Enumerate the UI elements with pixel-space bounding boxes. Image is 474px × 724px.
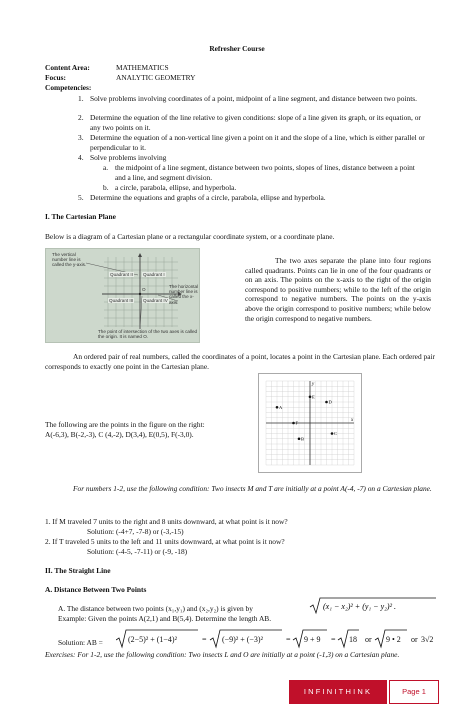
solution-step: 9 + 9 bbox=[304, 635, 321, 644]
footer-brand: INFINITHINK bbox=[289, 680, 387, 704]
point-a bbox=[276, 406, 279, 409]
point-e bbox=[309, 395, 312, 398]
sub-item-text: a circle, parabola, ellipse, and hyperbola. bbox=[115, 183, 237, 192]
point-d bbox=[325, 401, 328, 404]
competency-number: 3. bbox=[78, 133, 84, 142]
condition-text: For numbers 1-2, use the following condition: Two insects M and T are initially at a point A(-4, -7) on a Cartesian plane. bbox=[73, 484, 432, 493]
point-label: F bbox=[295, 420, 299, 426]
competency-number: 5. bbox=[78, 193, 84, 202]
origin-note: The point of intersection of the two axes is called the origin. It is named O. bbox=[98, 329, 198, 340]
points-list: A(-6,3), B(-2,-3), C (4,-2), D(3,4), E(0,5), F(-3,0). bbox=[45, 430, 194, 439]
solution-2: Solution: (-4-5, -7-11) or (-9, -18) bbox=[87, 547, 188, 556]
competency-number: 2. bbox=[78, 113, 84, 122]
point-label: C bbox=[334, 431, 338, 436]
sub-item-letter: b. bbox=[103, 183, 109, 192]
focus-label: Focus: bbox=[45, 73, 66, 82]
page-footer bbox=[289, 680, 439, 704]
points-figure bbox=[258, 373, 362, 473]
distance-formula-text: A. The distance between two points (x₁,y₁) and (x₂,y₂) is given by bbox=[58, 604, 253, 613]
example-text: Example: Given the points A(2,1) and B(5,4). Determine the length AB. bbox=[58, 614, 272, 623]
focus-value: ANALYTIC GEOMETRY bbox=[116, 73, 196, 82]
competency-number: 1. bbox=[78, 94, 84, 103]
quadrant-label: Quadrant III bbox=[109, 298, 134, 303]
point-b bbox=[298, 437, 301, 440]
svg-text:or: or bbox=[365, 635, 372, 644]
question-1: 1. If M traveled 7 units to the right and 8 units downward, at what point is it now? bbox=[45, 517, 288, 526]
x-axis-label: x bbox=[351, 418, 354, 423]
competency-text: Solve problems involving coordinates of a point, midpoint of a line segment, and distance between two points. bbox=[90, 94, 417, 103]
points-intro: The following are the points in the figure on the right: bbox=[45, 420, 205, 429]
solution-1: Solution: (-4+7, -7-8) or (-3,-15) bbox=[87, 527, 184, 536]
competencies-label: Competencies: bbox=[45, 83, 92, 92]
quadrant-label: Quadrant IV bbox=[143, 298, 168, 303]
point-f bbox=[292, 422, 295, 425]
solution-step: 9 • 2 bbox=[386, 635, 401, 644]
origin-label: O bbox=[142, 287, 146, 292]
quadrant-label: Quadrant I bbox=[143, 272, 165, 277]
solution-step: 18 bbox=[349, 635, 357, 644]
exercises-text: Exercises: For 1-2, use the following condition: Two insects L and O are initially at a point (-1,3) on a Cartesian plane. bbox=[45, 650, 400, 659]
page-number: Page 1 bbox=[389, 680, 439, 704]
solution-step: (2−5)² + (1−4)² bbox=[128, 635, 177, 644]
svg-text:(x₁ − x₂)² + (y₁ − y₂)² .: (x₁ − x₂)² + (y₁ − y₂)² . bbox=[323, 602, 396, 611]
content-area-value: MATHEMATICS bbox=[116, 63, 169, 72]
solution-step: (−9)² + (−3)² bbox=[222, 635, 263, 644]
subsection-heading: A. Distance Between Two Points bbox=[45, 585, 147, 594]
cartesian-intro: Below is a diagram of a Cartesian plane or a rectangular coordinate system, or a coordinate plane. bbox=[45, 232, 335, 241]
question-2: 2. If T traveled 5 units to the left and 11 units downward, at what point is it now? bbox=[45, 537, 285, 546]
svg-text:or: or bbox=[411, 635, 418, 644]
y-axis-label: y bbox=[312, 382, 315, 387]
distance-formula bbox=[308, 596, 438, 621]
competency-text: Determine the equation of the line relative to given conditions: slope of a line given its graph, or its equation, or any two points on it. bbox=[90, 113, 421, 132]
quadrant-label: Quadrant II bbox=[110, 272, 133, 277]
solution-step: 3√2 bbox=[421, 635, 434, 644]
point-c bbox=[331, 432, 334, 435]
point-label: D bbox=[328, 399, 332, 405]
sub-item-text: the midpoint of a line segment, distance between two points, slopes of lines, distance between a point and a line, and segment division. bbox=[115, 163, 415, 182]
y-axis-note: The vertical number line is called the y-axis. bbox=[52, 252, 87, 268]
solution-label: Solution: AB = bbox=[58, 638, 103, 647]
sub-item-letter: a. bbox=[103, 163, 109, 172]
point-label: B bbox=[301, 436, 305, 442]
cartesian-diagram bbox=[45, 248, 200, 343]
svg-text:=: = bbox=[286, 635, 291, 644]
competency-text: Determine the equation of a non-vertical line given a point on it and the slope of a line, which is either parallel or perpendicular to it. bbox=[90, 133, 425, 152]
document-title: Refresher Course bbox=[209, 44, 265, 53]
svg-text:=: = bbox=[202, 635, 207, 644]
points-plot bbox=[259, 374, 361, 472]
point-label: E bbox=[312, 394, 315, 400]
point-label: A bbox=[279, 404, 283, 410]
y-axis-arrow-icon bbox=[138, 253, 142, 257]
section-heading: I. The Cartesian Plane bbox=[45, 212, 116, 221]
quadrant-description: The two axes separate the plane into four regions called quadrants. Points can lie in one of the four quadrants or on an axis. The points on the x-axis to the right of the origin correspond to positive numbers; while to the left of the origin correspond to negative numbers. The points on the y-axis above the origin correspond to positive numbers; while below the origin correspond to negative numbers. bbox=[245, 256, 431, 323]
ordered-pair-text: An ordered pair of real numbers, called the coordinates of a point, locates a point in the Cartesian plane. Each ordered pair corresponds to exactly one point in the Cartesian plane. bbox=[45, 352, 436, 371]
competency-text: Solve problems involving bbox=[90, 153, 167, 162]
section-heading: II. The Straight Line bbox=[45, 566, 111, 575]
x-axis-note: The horizontal number line is called the x-axis. bbox=[169, 284, 199, 305]
svg-text:=: = bbox=[331, 635, 336, 644]
content-area-label: Content Area: bbox=[45, 63, 90, 72]
origin-dot bbox=[139, 293, 141, 295]
competency-text: Determine the equations and graphs of a circle, parabola, ellipse and hyperbola. bbox=[90, 193, 326, 202]
competency-number: 4. bbox=[78, 153, 84, 162]
